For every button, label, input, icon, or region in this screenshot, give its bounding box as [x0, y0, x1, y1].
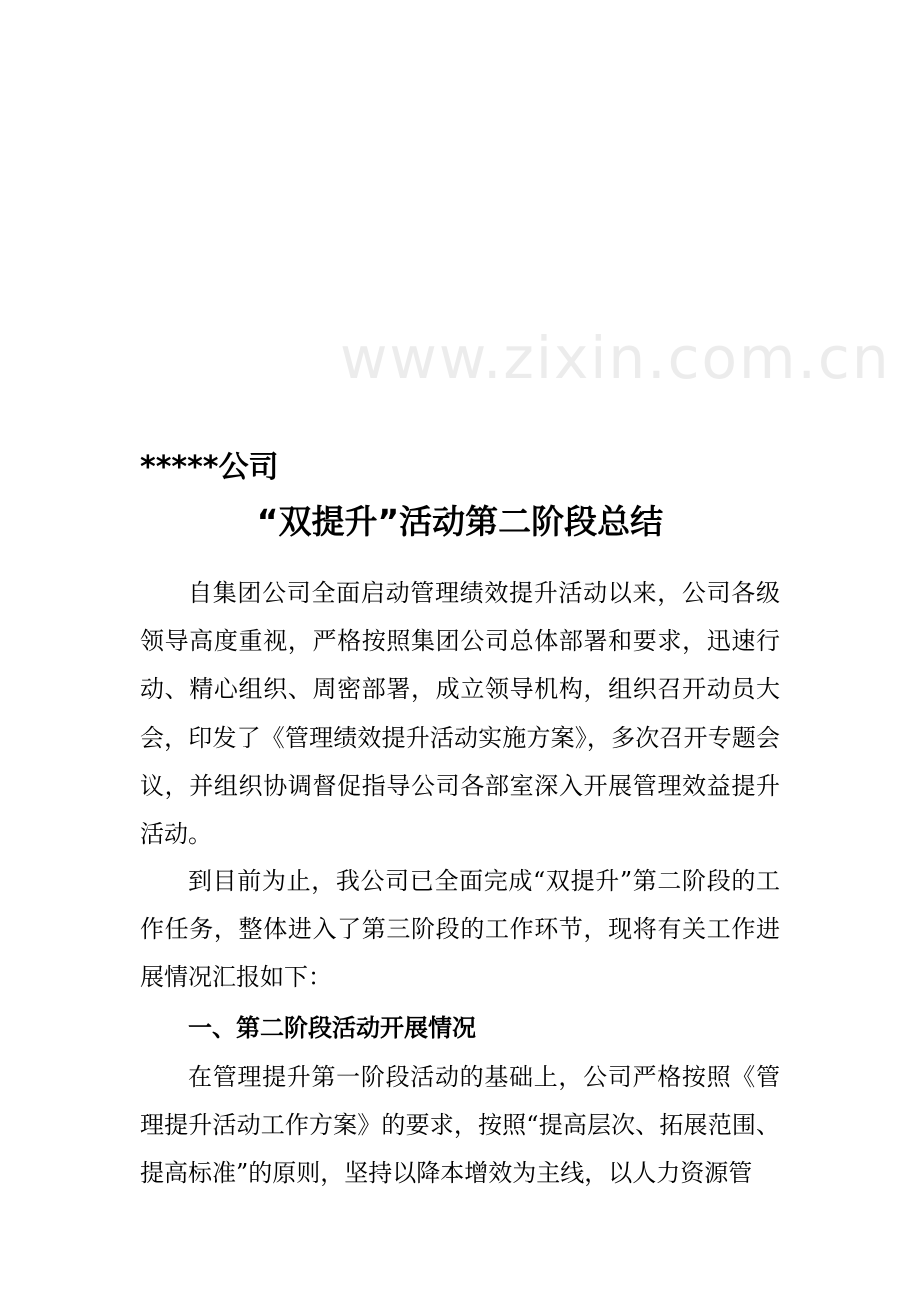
section-heading: 一、第二阶段活动开展情况	[188, 1014, 476, 1042]
document-title: “双提升”活动第二阶段总结	[256, 502, 664, 541]
progress-paragraph: 到目前为止，我公司已全面完成“双提升”第二阶段的工作任务，整体进入了第三阶段的工作环节，现将有关工作进展情况汇报如下：	[140, 867, 780, 992]
company-name: *****公司	[140, 450, 279, 485]
intro-paragraph: 自集团公司全面启动管理绩效提升活动以来，公司各级领导高度重视，严格按照集团公司总体部署和要求，迅速行动、精心组织、周密部署，成立领导机构，组织召开动员大会，印发了《管理绩效提升活动实施方案》，多次召开专题会议，并组织协调督促指导公司各部室深入开展管理效益提升活动。	[140, 579, 780, 849]
section-paragraph: 在管理提升第一阶段活动的基础上，公司严格按照《管理提升活动工作方案》的要求，按照“提高层次、拓展范围、提高标准”的原则，坚持以降本增效为主线，以人力资源管	[140, 1063, 780, 1188]
watermark: www.zixin.com.cn	[340, 324, 891, 392]
